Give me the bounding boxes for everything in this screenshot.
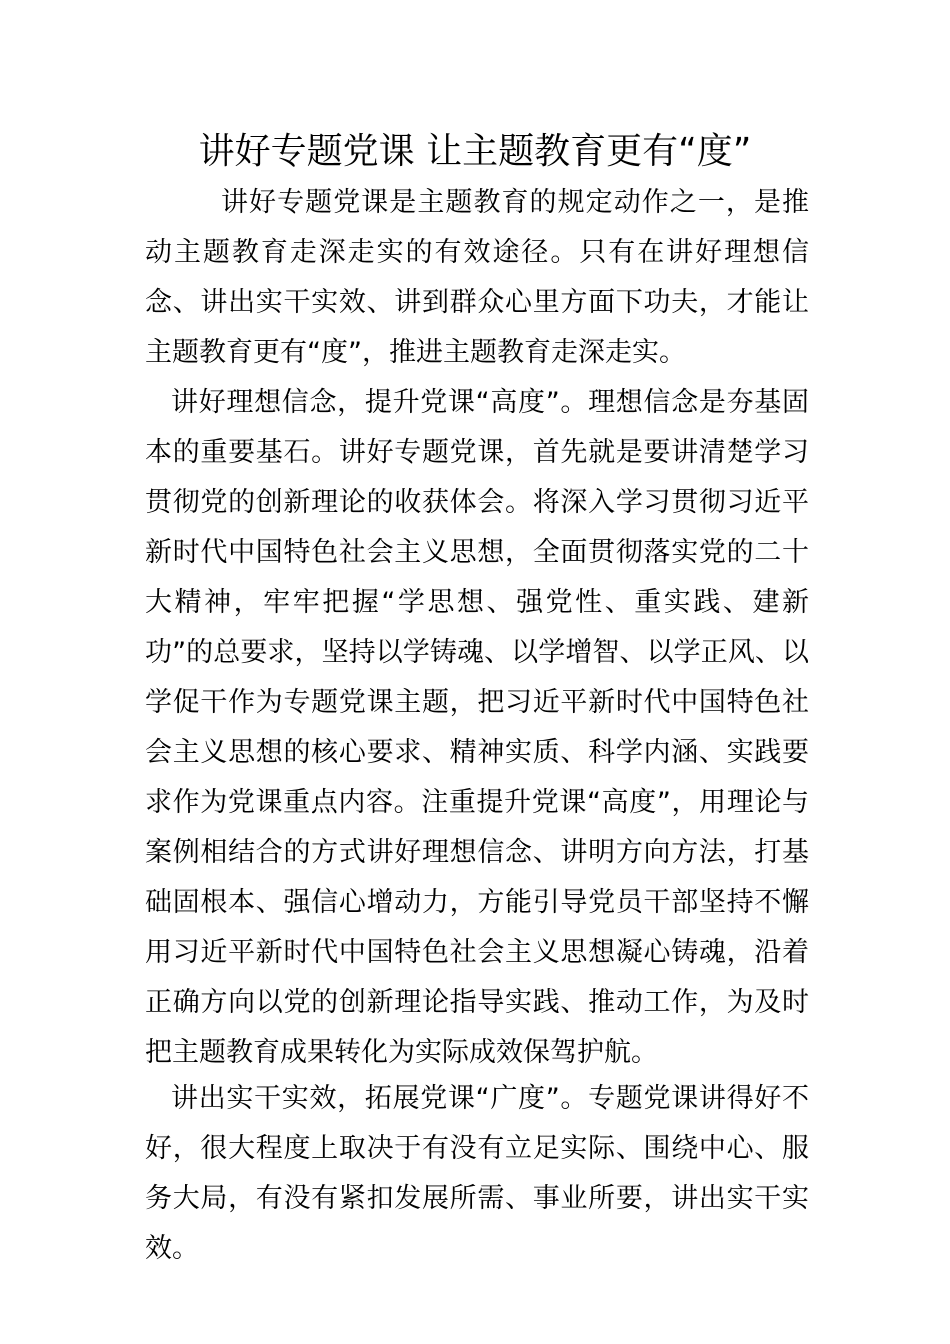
paragraph-practice: 讲出实干实效，拓展党课“广度”。专题党课讲得好不好，很大程度上取决于有没有立足实际、围绕中心、服务大局，有没有紧扣发展所需、事业所要，讲出实干实效。 xyxy=(145,1083,809,1264)
paragraph-ideals: 讲好理想信念，提升党课“高度”。理想信念是夯基固本的重要基石。讲好专题党课，首先就是要讲清楚学习贯彻党的创新理论的收获体会。将深入学习贯彻习近平新时代中国特色社会主义思想，全面贯彻落实党的二十大精神，牢牢把握“学思想、强党性、重实践、建新功”的总要求，坚持以学铸魂、以学增智、以学正风、以学促干作为专题党课主题，把习近平新时代中国特色社会主义思想的核心要求、精神实质、科学内涵、实践要求作为党课重点内容。注重提升党课“高度”，用理论与案例相结合的方式讲好理想信念、讲明方向方法，打基础固根本、强信心增动力，方能引导党员干部坚持不懈用习近平新时代中国特色社会主义思想凝心铸魂，沿着正确方向以党的创新理论指导实践、推动工作，为及时把主题教育成果转化为实际成效保驾护航。 xyxy=(145,387,809,1068)
paragraph-intro: 讲好专题党课是主题教育的规定动作之一，是推动主题教育走深走实的有效途径。只有在讲好理想信念、讲出实干实效、讲到群众心里方面下功夫，才能让主题教育更有“度”，推进主题教育走深走实。 xyxy=(145,187,809,368)
document-title: 讲好专题党课 让主题教育更有“度” xyxy=(198,131,752,172)
